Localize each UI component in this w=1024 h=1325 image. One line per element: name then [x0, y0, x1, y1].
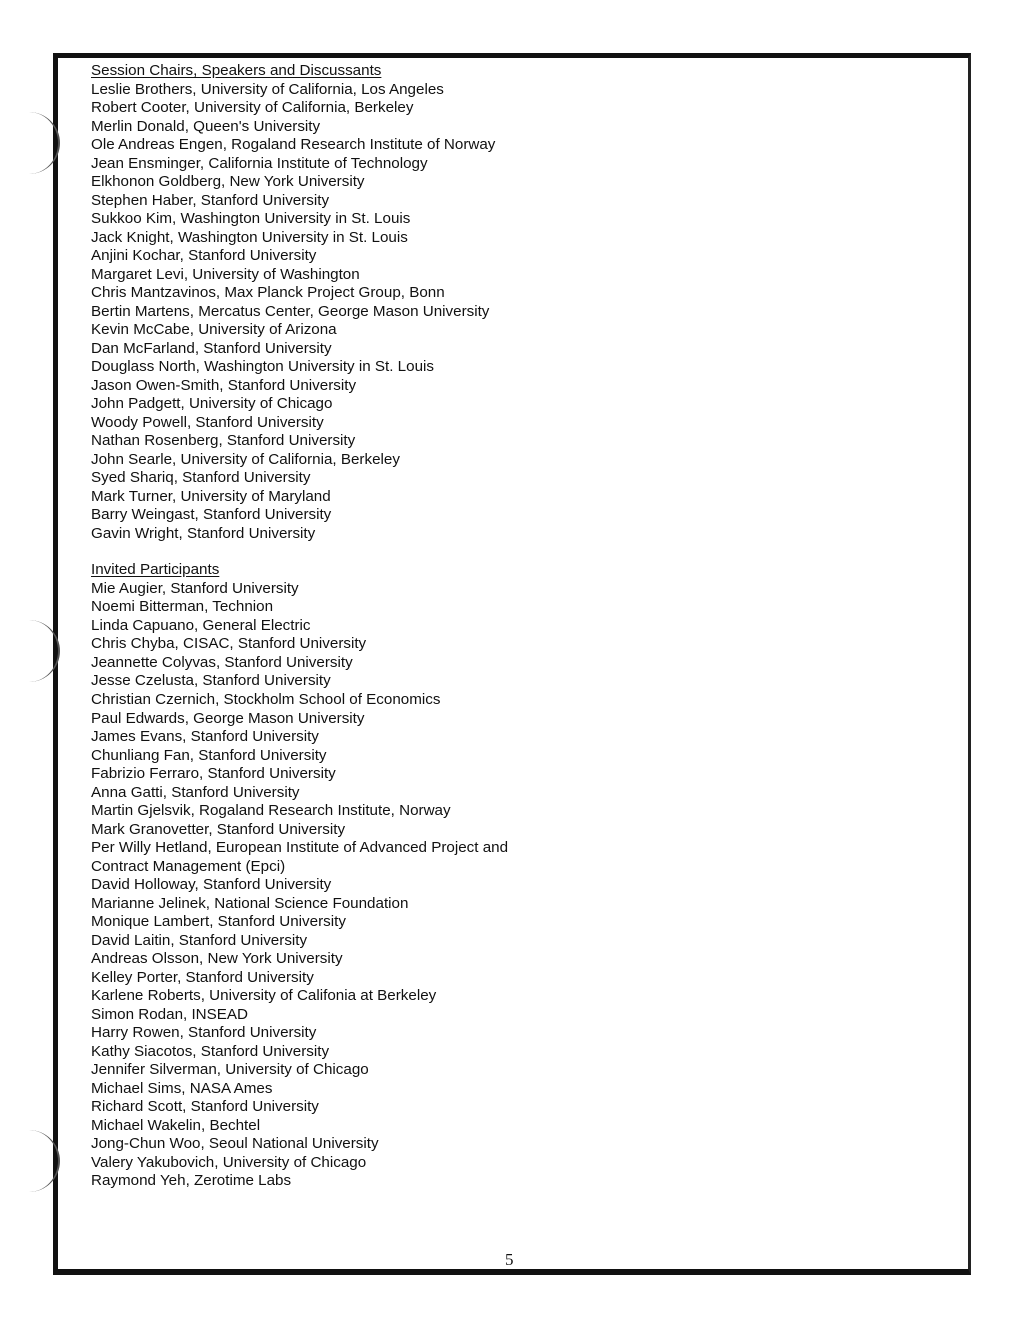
list-item: Margaret Levi, University of Washington — [91, 265, 360, 283]
list-item: Michael Wakelin, Bechtel — [91, 1116, 261, 1134]
list-item: Dan McFarland, Stanford University — [91, 339, 332, 357]
list-item: Linda Capuano, General Electric — [91, 616, 311, 634]
list-item: Martin Gjelsvik, Rogaland Research Institute, Norway — [91, 802, 451, 820]
list-item: Christian Czernich, Stockholm School of Economics — [91, 690, 441, 708]
invited-participants-list — [91, 580, 651, 1191]
list-item: Mark Turner, University of Maryland — [91, 487, 331, 505]
list-item: Jeannette Colyvas, Stanford University — [91, 653, 353, 671]
list-item: Merlin Donald, Queen's University — [91, 117, 321, 135]
list-item: Kelley Porter, Stanford University — [91, 968, 314, 986]
list-item: Barry Weingast, Stanford University — [91, 506, 332, 524]
list-item: Paul Edwards, George Mason University — [91, 709, 365, 727]
list-item: Bertin Martens, Mercatus Center, George Mason University — [91, 302, 490, 320]
list-item: David Laitin, Stanford University — [91, 931, 308, 949]
list-item: Jennifer Silverman, University of Chicago — [91, 1061, 369, 1079]
list-item: Douglass North, Washington University in St. Louis — [91, 358, 434, 376]
list-item: Noemi Bitterman, Technion — [91, 598, 274, 616]
list-item: Mark Granovetter, Stanford University — [91, 820, 346, 838]
list-item: Nathan Rosenberg, Stanford University — [91, 432, 356, 450]
list-item: Jack Knight, Washington University in St. Louis — [91, 228, 408, 246]
list-item: John Padgett, University of Chicago — [91, 395, 333, 413]
list-item: Simon Rodan, INSEAD — [91, 1005, 249, 1023]
list-item: Elkhonon Goldberg, New York University — [91, 173, 365, 191]
list-item: Richard Scott, Stanford University — [91, 1098, 319, 1116]
section-heading-invited-participants: Invited Participants — [91, 561, 220, 579]
list-item: Fabrizio Ferraro, Stanford University — [91, 765, 336, 783]
list-item: Raymond Yeh, Zerotime Labs — [91, 1172, 292, 1190]
list-item: Contract Management (Epci) — [91, 857, 286, 875]
list-item: Harry Rowen, Stanford University — [91, 1024, 317, 1042]
session-chairs-list — [91, 81, 651, 544]
list-item: Woody Powell, Stanford University — [91, 413, 324, 431]
list-item: Valery Yakubovich, University of Chicago — [91, 1153, 367, 1171]
list-item: Gavin Wright, Stanford University — [91, 524, 316, 542]
list-item: Syed Shariq, Stanford University — [91, 469, 311, 487]
list-item: Michael Sims, NASA Ames — [91, 1079, 273, 1097]
list-item: Anjini Kochar, Stanford University — [91, 247, 317, 265]
list-item: Jean Ensminger, California Institute of Technology — [91, 154, 428, 172]
list-item: Anna Gatti, Stanford University — [91, 783, 300, 801]
list-item: Robert Cooter, University of California, Berkeley — [91, 99, 414, 117]
page-number: 5 — [505, 1250, 514, 1269]
list-item: Jesse Czelusta, Stanford University — [91, 672, 331, 690]
list-item: David Holloway, Stanford University — [91, 876, 332, 894]
list-item: Kevin McCabe, University of Arizona — [91, 321, 337, 339]
list-item: Per Willy Hetland, European Institute of Advanced Project and — [91, 839, 509, 857]
list-item: Jason Owen-Smith, Stanford University — [91, 376, 357, 394]
list-item: James Evans, Stanford University — [91, 728, 319, 746]
list-item: Marianne Jelinek, National Science Foundation — [91, 894, 409, 912]
list-item: Monique Lambert, Stanford University — [91, 913, 346, 931]
list-item: Ole Andreas Engen, Rogaland Research Institute of Norway — [91, 136, 496, 154]
participant-list-document — [91, 62, 651, 1191]
list-item: Andreas Olsson, New York University — [91, 950, 343, 968]
list-item: Jong-Chun Woo, Seoul National University — [91, 1135, 379, 1153]
list-item: Chris Chyba, CISAC, Stanford University — [91, 635, 367, 653]
list-item: Chris Mantzavinos, Max Planck Project Group, Bonn — [91, 284, 445, 302]
list-item: Sukkoo Kim, Washington University in St. Louis — [91, 210, 411, 228]
section-gap — [91, 543, 651, 561]
list-item: Stephen Haber, Stanford University — [91, 191, 330, 209]
list-item: John Searle, University of California, Berkeley — [91, 450, 400, 468]
list-item: Karlene Roberts, University of Califonia at Berkeley — [91, 987, 437, 1005]
list-item: Mie Augier, Stanford University — [91, 579, 299, 597]
list-item: Chunliang Fan, Stanford University — [91, 746, 327, 764]
list-item: Leslie Brothers, University of California, Los Angeles — [91, 80, 444, 98]
section-heading-session-chairs: Session Chairs, Speakers and Discussants — [91, 62, 382, 79]
list-item: Kathy Siacotos, Stanford University — [91, 1042, 330, 1060]
